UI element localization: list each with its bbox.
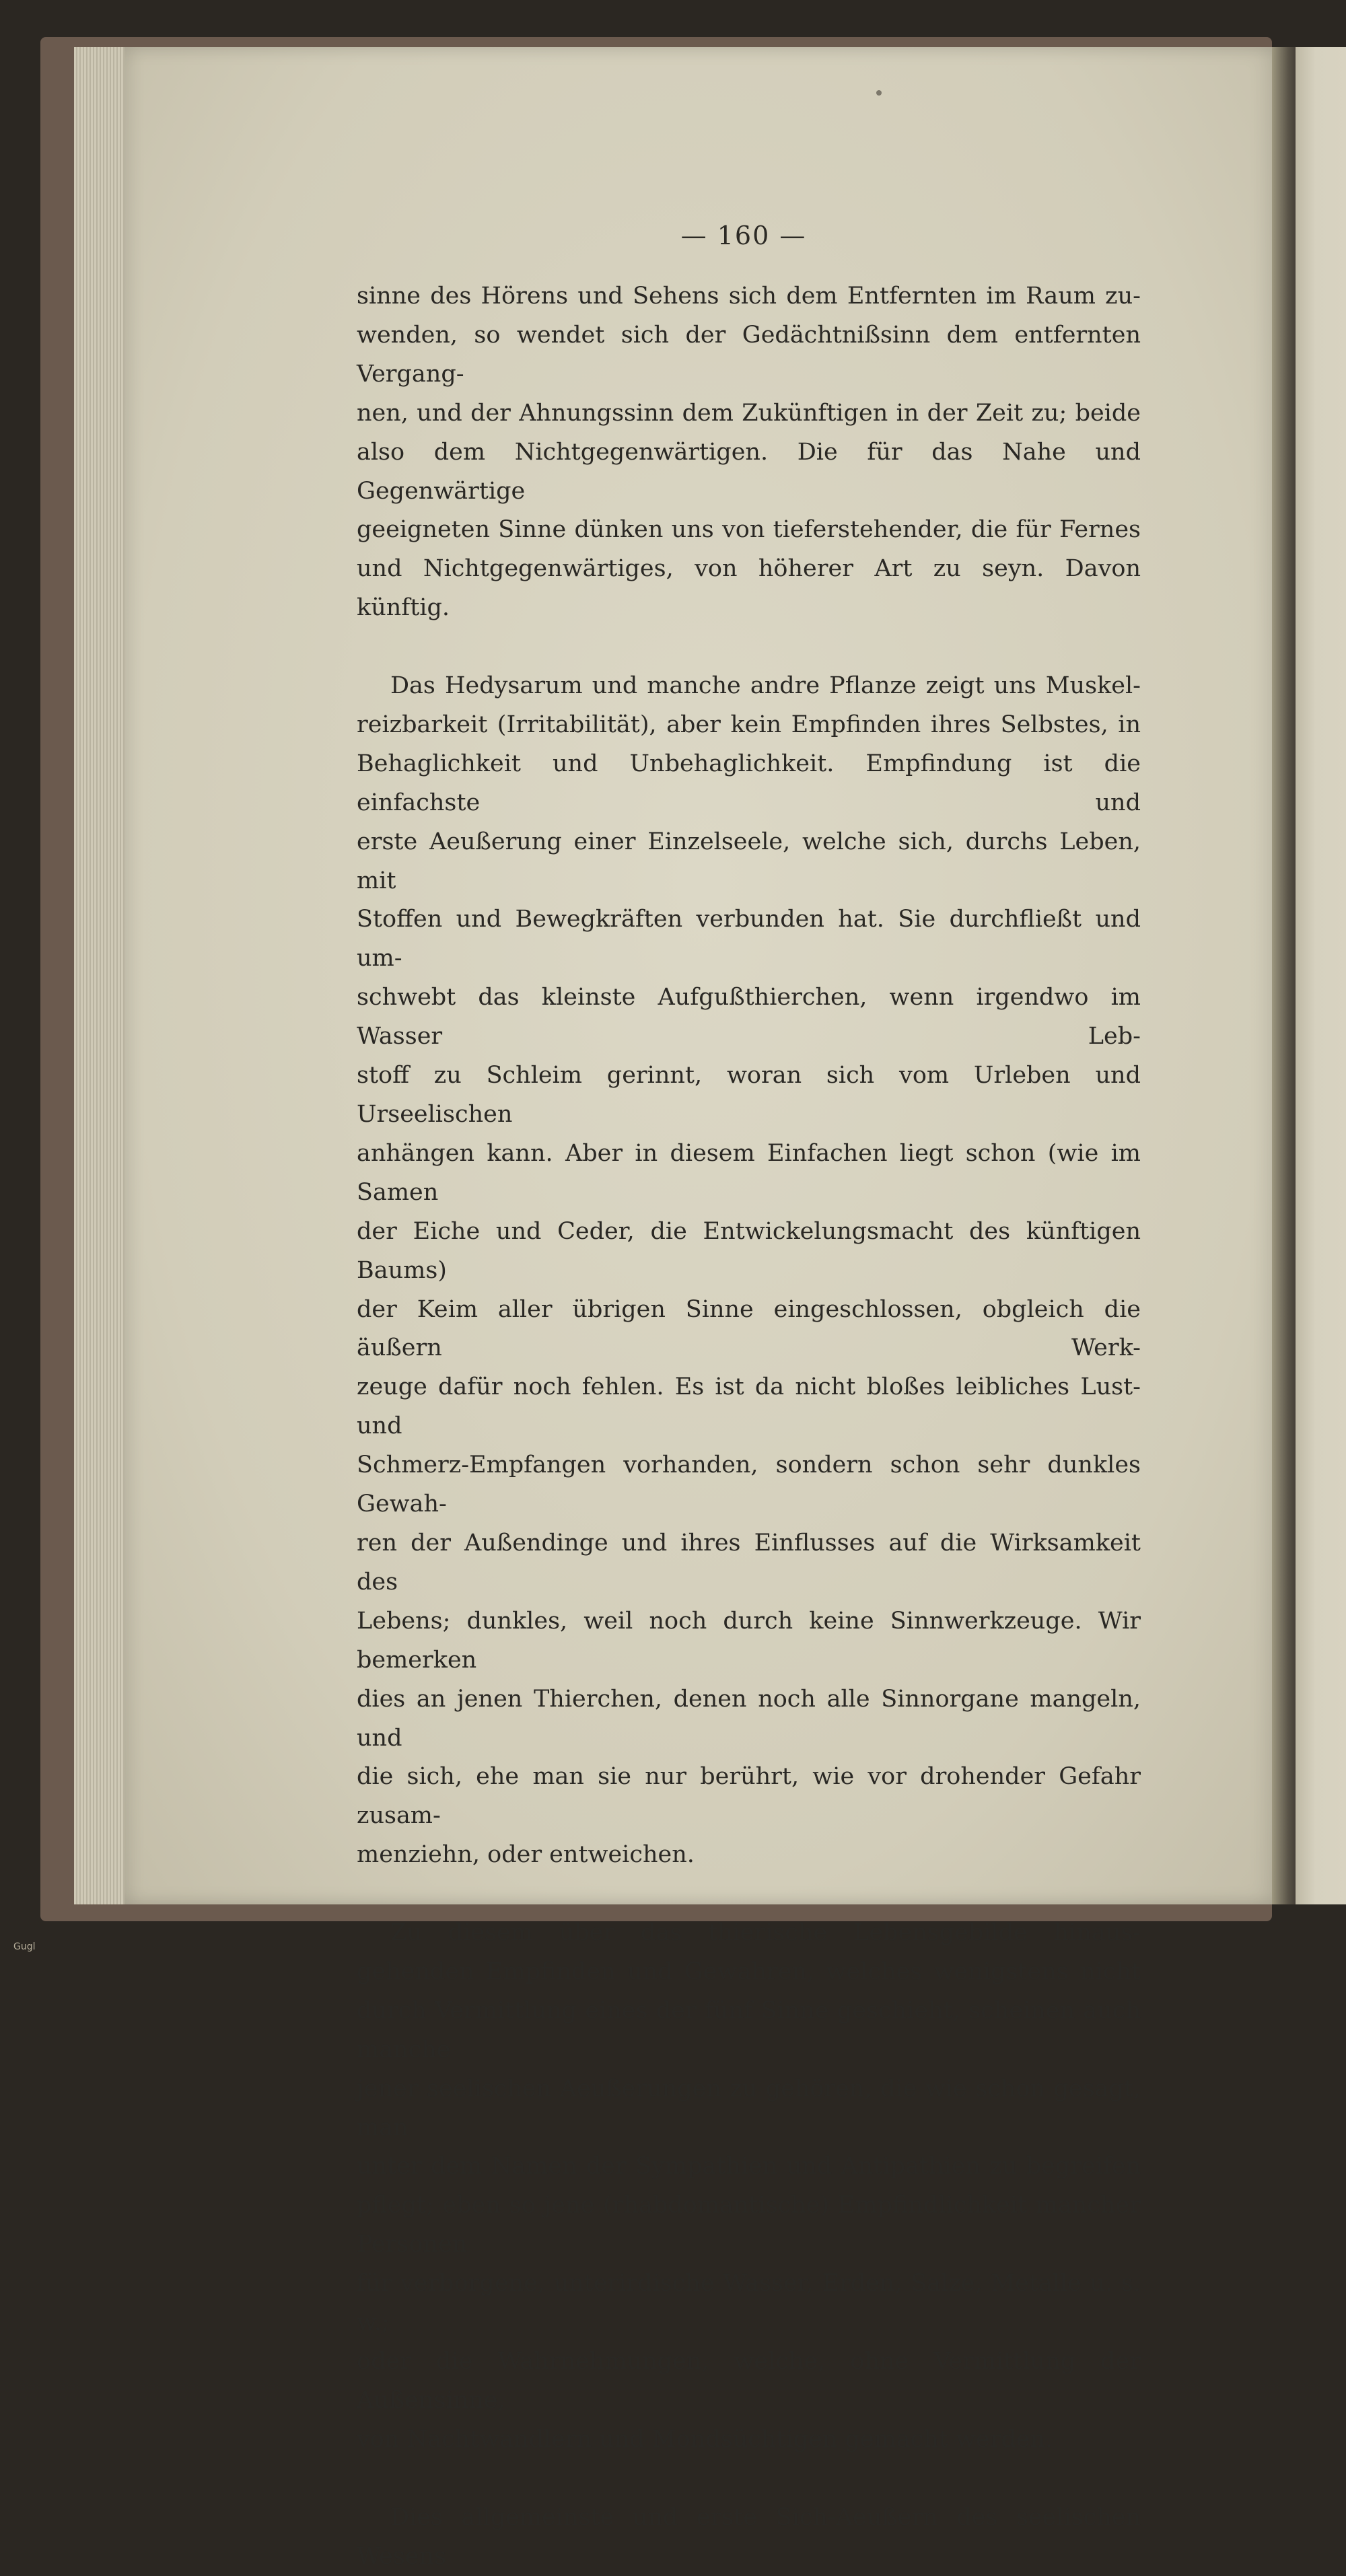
corner-mark: Gugl [13, 1941, 36, 1952]
page-text [357, 277, 1141, 2576]
text-line: also dem Nichtgegenwärtigen. Die für das Nahe und Gegenwärtige [357, 438, 1141, 505]
text-line: der Keim aller übrigen Sinne eingeschlossen, obgleich die äußern Werk- [357, 1295, 1141, 1362]
text-line: durch Vermittlung eines der fünf Sinne geschieht, scheinen auch manche [357, 1997, 1141, 2063]
text-line: Schmerz-Empfangen vorhanden, sondern schon sehr dunkles Gewah- [357, 1452, 1141, 1518]
text-line: geeigneten Sinne dünken uns von tieferstehender, die für Fernes [357, 516, 1141, 544]
text-line: Lebens; dunkles, weil noch durch keine Sinnwerkzeuge. Wir bemerken [357, 1607, 1141, 1674]
facing-page-edge [1296, 47, 1346, 1904]
text-line: Dies allgemeinste und erste Sich-Aeußern des seelischen Wesens [357, 2503, 1141, 2570]
text-line: wenden, so wendet sich der Gedächtnißsinn dem entfernten Vergang- [357, 321, 1141, 388]
text-line: Das Hedysarum und manche andre Pflanze zeigt uns Muskel- [390, 672, 1141, 700]
text-line: schwebt das kleinste Aufgußthierchen, wenn irgendwo im Wasser Leb- [357, 984, 1141, 1050]
text-line: zeuge dafür noch fehlen. Es ist da nicht bloßes leibliches Lust- und [357, 1373, 1141, 1440]
text-line: ren der Außendinge und ihres Einflusses auf die Wirksamkeit des [357, 1529, 1141, 1596]
text-line: Zu diesem über das thierische Lebensgebilde hinaus- [390, 1919, 1141, 1947]
text-line: Behaglichkeit und Unbehaglichkeit. Empfindung ist die einfachste und [357, 750, 1141, 816]
page-number-header: — 160 — [680, 221, 807, 250]
text-line: nen, und der Ahnungssinn dem Zukünftigen in der Zeit zu; beide [357, 399, 1141, 427]
text-line: für verborgene, unterirdische Wasser, Erden, Salze, Metalle u. s. w.; [357, 2270, 1141, 2336]
text-line: pflegt; eben so jene (rhabdomantische) Empfindlichkeit mancher Personen [357, 2192, 1141, 2258]
text-line: dies an jenen Thierchen, denen noch alle Sinnorgane mangeln, und [357, 1685, 1141, 1752]
ink-spot [876, 90, 882, 96]
text-line: stoff zu Schleim gerinnt, woran sich vom Urleben und Urseelischen [357, 1062, 1141, 1129]
book-gutter [1272, 47, 1299, 1904]
text-line: menziehn, oder entweichen. [357, 1841, 695, 1869]
text-line: erste Aeußerung einer Einzelseele, welche sich, durchs Leben, mit [357, 828, 1141, 894]
text-line: unter dem Namen der Sympathien und Antipathien zu begreifen [357, 2153, 1141, 2180]
text-line: die sich, ehe man sie nur berührt, wie vor drohender Gefahr zusam- [357, 1763, 1141, 1830]
text-line: von Nachtwandlern und Mondsüchtigen gemacht werden. [357, 2425, 1053, 2453]
text-line: reizbarkeit (Irritabilität), aber kein Empfinden ihres Selbstes, in [357, 711, 1141, 738]
text-line: und Nichtgegenwärtiges, von höherer Art zu seyn. Davon künftig. [357, 555, 1141, 622]
text-line: Stoffen und Bewegkräften verbunden hat. Sie durchfließt und um- [357, 906, 1141, 972]
text-line: der Eiche und Ceder, die Entwickelungsmacht des künftigen Baums) [357, 1217, 1141, 1284]
text-line: oder die Wahrnehmungen, welche, ohne Vermittlung der Außensinne, [357, 2348, 1141, 2414]
text-line: gehenden Empfinden und Gewahren, welches wenigstens nicht [357, 1958, 1141, 1985]
text-line: anhängen kann. Aber in diesem Einfachen liegt schon (wie im Samen [357, 1139, 1141, 1206]
text-line: sinne des Hörens und Sehens sich dem Entfernten im Raum zu- [357, 283, 1141, 310]
text-line: jener seelischen Aeußerungen zu gehören, die wie schon gesagt, man [357, 2075, 1141, 2141]
